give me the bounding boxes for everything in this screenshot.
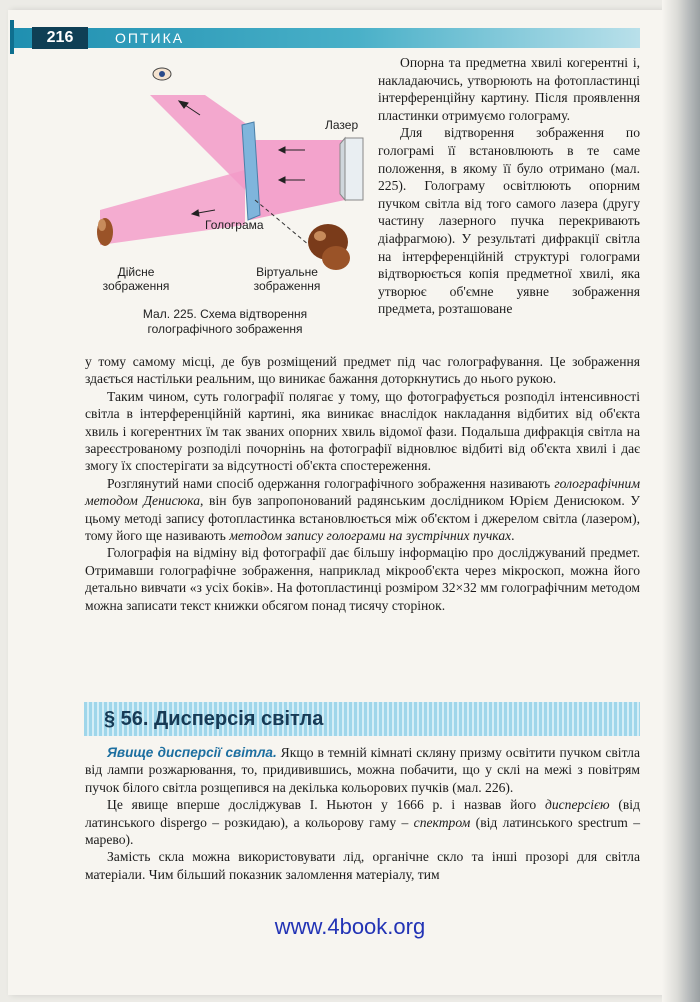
header-edge-mark xyxy=(10,20,14,54)
paragraph: Замість скла можна використовувати лід, органічне скло та інші прозорі для світла матеріали. Чим більший показник заломлення матеріалу, тим xyxy=(85,849,640,882)
label-real-image: Дійсне зображення xyxy=(102,265,170,293)
paragraph: Це явище вперше досліджував І. Ньютон у 1666 р. і назвав його дисперсією (від латинського dispergo – розкидаю), а кольорову гаму – спектром (від латинського spectrum – марево). xyxy=(85,797,640,848)
page-number: 216 xyxy=(32,27,88,49)
paragraph: Таким чином, суть голографії полягає у тому, що фотографується розподіл інтенсивності світла в інтерференційній картині, яка виникає внаслідок накладання відбитих від об'єкта хвиль і когерентних їм так званих опорних хвиль відомої фази. Подальша дифракція світла на зареєстрованому розподілі почорнінь на фотографії відновлює відбиті від об'єкта хвилі і дає змогу їх спостерігати за відсутності об'єкта спостереження. xyxy=(85,388,640,474)
paragraph: Явище дисперсії світла. Якщо в темній кімнаті скляну призму освітити пучком світла від лампи розжарювання, то, придивившись, можна побачити, що у склі на межі з повітрям пучок білого світла розщепився на декілька кольорових пучків (мал. 226). xyxy=(85,745,640,795)
label-virtual-image: Віртуальне зображення xyxy=(253,265,321,293)
laser-icon xyxy=(340,138,363,200)
section-banner xyxy=(84,702,640,736)
chapter-title: ОПТИКА xyxy=(115,30,185,46)
chapter-header-bar xyxy=(10,28,640,48)
subheading: Явище дисперсії світла. xyxy=(107,745,277,760)
book-spine xyxy=(662,0,700,1002)
watermark-link[interactable]: www.4book.org xyxy=(274,914,426,939)
paragraph: Опорна та предметна хвилі когерентні і, накладаючись, утворюють на фотопластинці інтерференційну картину. Після проявлення пластинки отримуємо голограму. xyxy=(378,55,640,123)
paragraph: Голографія на відміну від фотографії дає більшу інформацію про досліджуваний предмет. Отримавши голографічне зображення, наприклад мікрооб'єкта через мікроскоп, можна його детально вивчати «з усіх боків». На фотопластинці розміром 32×32 мм голографічним методом можна записати текст книжки обсягом понад тисячу сторінок. xyxy=(85,545,640,613)
paragraph: у тому самому місці, де був розміщений предмет під час голографування. Це зображення здається настільки реальним, що виникає бажання доторкнутись до нього рукою. xyxy=(85,354,640,387)
hologram-diagram xyxy=(80,60,380,340)
section56-text xyxy=(85,744,640,883)
section-title: § 56. Дисперсія світла xyxy=(104,708,324,730)
hologram-figure xyxy=(80,60,380,340)
paragraph: Для відтворення зображення по голограмі її встановлюють в те саме положення, в якому її було отримано (мал. 225). Голограму освітлюють опорним пучком світла від того самого лазера (другу частину лазерного пучка перекривають діафрагмою). У результаті дифракції світла на інтерференційній структурі голограми відтворюється копія предметної хвилі, яка утворює об'ємне уявне зображення предмета, розташоване xyxy=(378,125,640,317)
virtual-object-image xyxy=(308,224,350,270)
label-hologram: Голограма xyxy=(205,218,264,232)
real-object-image xyxy=(97,218,113,246)
figure-caption: Мал. 225. Схема відтворення голографічного зображення xyxy=(142,307,308,336)
right-column-text xyxy=(378,54,640,318)
real-image-beam xyxy=(100,170,245,245)
body-text xyxy=(85,353,640,614)
eye-icon xyxy=(153,68,171,80)
label-laser: Лазер xyxy=(325,118,359,132)
paragraph: Розглянутий нами спосіб одержання голографічного зображення називають голографічним методом Денисюка, він був запропонований радянським дослідником Юрієм Денисюком. У цьому методі запису фотопластинка встановлюється між об'єктом і джерелом світла (лазером), тому його ще називають методом запису голограми на зустрічних пучках. xyxy=(85,475,640,544)
